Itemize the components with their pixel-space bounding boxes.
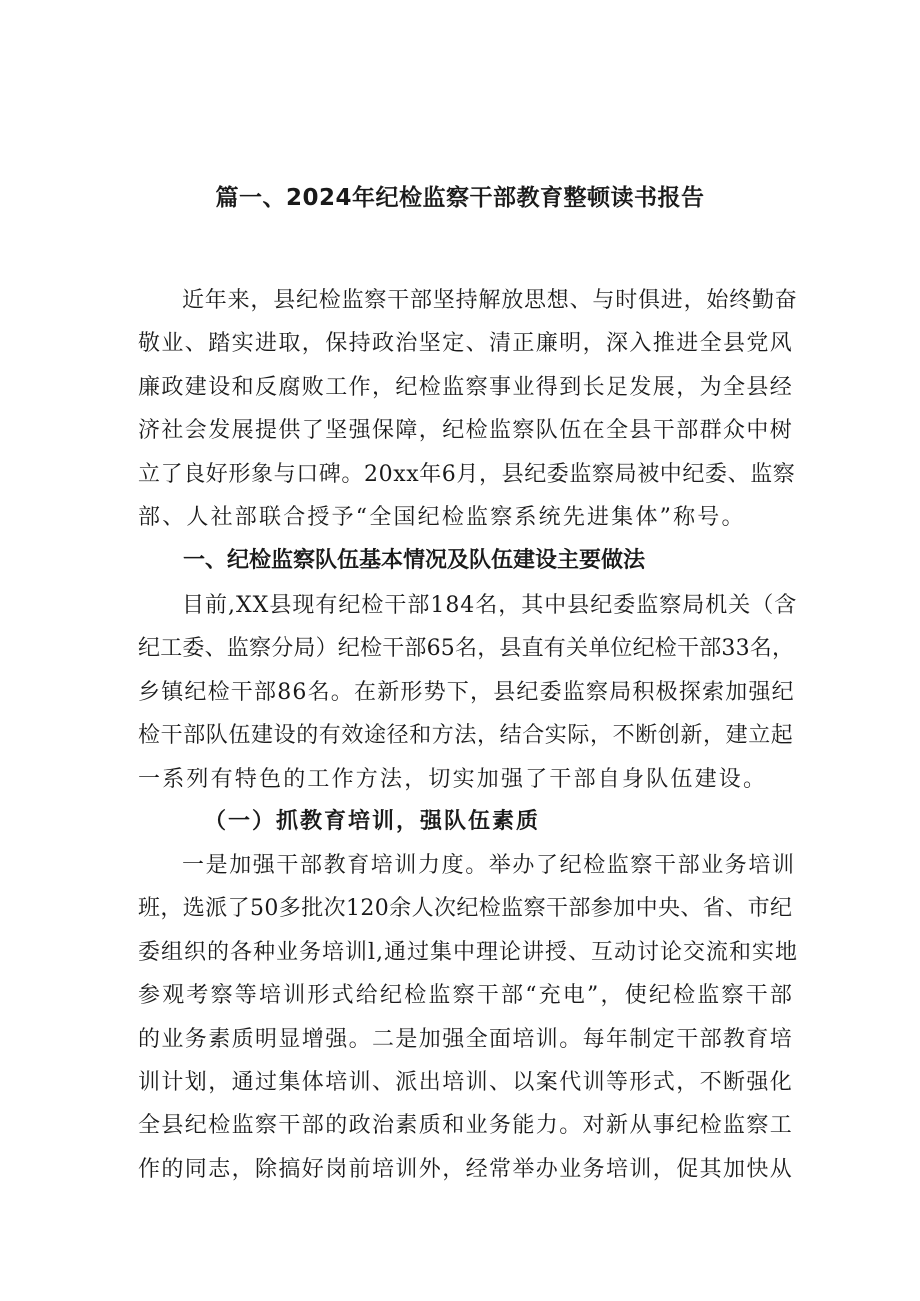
paragraph-line: 委组织的各种业务培训l,通过集中理论讲授、互动讨论交流和实地 [138, 939, 799, 965]
paragraph-line: 济社会发展提供了坚强保障，纪检监察队伍在全县干部群众中树 [138, 418, 794, 444]
paragraph-line: 立了良好形象与口碑。20xx年6月，县纪委监察局被中纪委、监察 [138, 461, 796, 487]
paragraph-line: 近年来，县纪检监察干部坚持解放思想、与时俱进，始终勤奋 [182, 288, 798, 313]
paragraph-line: 的业务素质明显增强。二是加强全面培训。每年制定干部教育培 [138, 1026, 794, 1052]
paragraph-line: 一系列有特色的工作方法，切实加强了干部自身队伍建设。 [138, 766, 768, 792]
paragraph-line: 乡镇纪检干部86名。在新形势下，县纪委监察局积极探索加强纪 [138, 679, 795, 705]
paragraph-intro [138, 279, 798, 539]
paragraph-line: 敬业、踏实进取，保持政治坚定、清正廉明，深入推进全县党风 [138, 331, 794, 357]
document-title: 篇一、2024年纪检监察干部教育整顿读书报告 [215, 185, 705, 211]
paragraph-education-training [138, 844, 798, 1191]
paragraph-line: 部、人社部联合授予“全国纪检监察系统先进集体”称号。 [138, 505, 746, 531]
paragraph-line: 目前,XX县现有纪检干部184名，其中县纪委监察局机关（含 [182, 593, 798, 618]
paragraph-line: 参观考察等培训形式给纪检监察干部“充电”，使纪检监察干部 [138, 983, 795, 1009]
paragraph-line: 廉政建设和反腐败工作，纪检监察事业得到长足发展，为全县经 [138, 374, 794, 400]
paragraph-line: 训计划，通过集体培训、派出培训、以案代训等形式，不断强化 [138, 1070, 794, 1096]
paragraph-line: 纪工委、监察分局）纪检干部65名，县直有关单位纪检干部33名， [138, 636, 795, 662]
section-heading: 一、纪检监察队伍基本情况及队伍建设主要做法 [183, 548, 646, 573]
paragraph-line: 一是加强干部教育培训力度。举办了纪检监察干部业务培训 [182, 853, 796, 878]
paragraph-line: 检干部队伍建设的有效途径和方法，结合实际，不断创新，建立起 [138, 723, 794, 749]
subsection-heading: （一）抓教育培训，强队伍素质 [204, 808, 541, 834]
paragraph-line: 全县纪检监察干部的政治素质和业务能力。对新从事纪检监察工 [138, 1113, 794, 1139]
paragraph-basic-situation [138, 584, 798, 801]
paragraph-line: 作的同志，除搞好岗前培训外，经常举办业务培训，促其加快从 [138, 1156, 794, 1182]
paragraph-line: 班，选派了50多批次120余人次纪检监察干部参加中央、省、市纪 [138, 896, 793, 922]
